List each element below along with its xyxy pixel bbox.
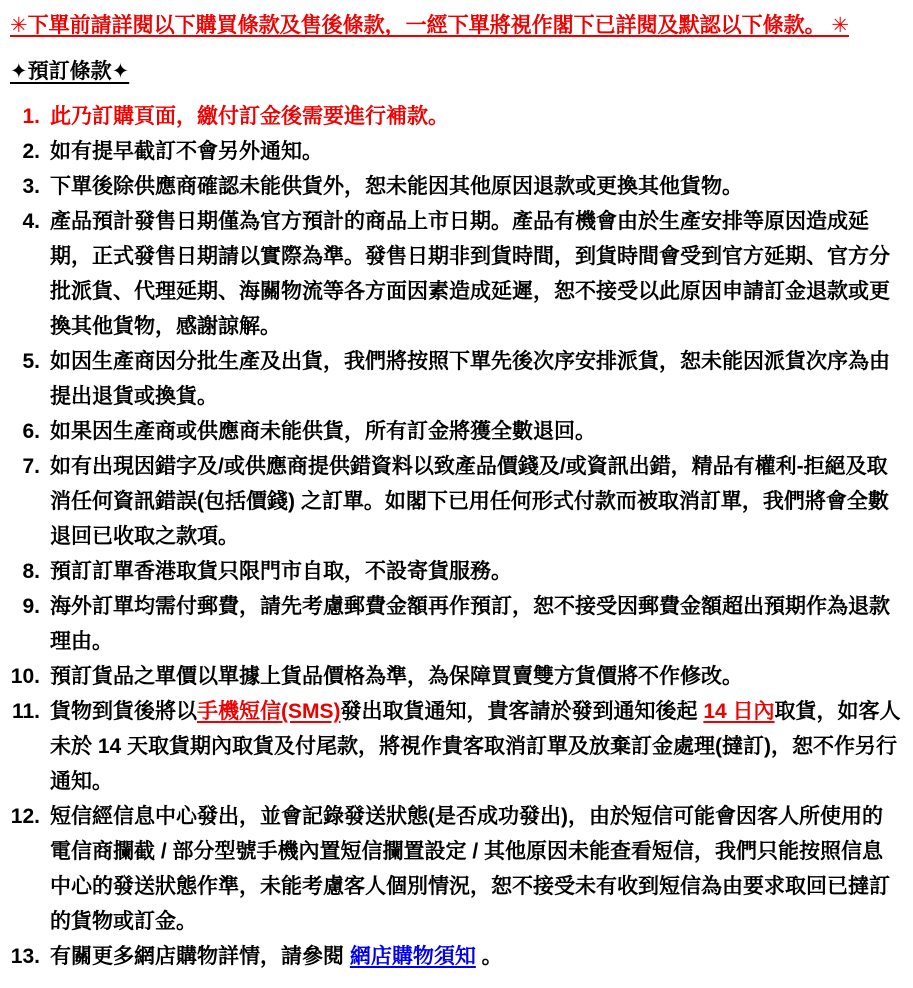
term-item-text <box>50 799 901 939</box>
term-item-number: 8. <box>22 560 40 583</box>
term-text-segment: 預訂貨品之單價以單據上貨品價格為準，為保障買賣雙方貨價將不作修改。 <box>50 665 743 688</box>
term-item <box>10 589 901 659</box>
term-item <box>10 204 901 344</box>
term-text-segment: 貨物到貨後將以 <box>50 700 197 723</box>
term-text-segment: 此乃訂購頁面，繳付訂金後需要進行補款。 <box>50 105 449 128</box>
term-item-text <box>50 344 901 414</box>
term-item-number: 11. <box>11 700 40 723</box>
term-item <box>10 344 901 414</box>
term-item <box>10 169 901 204</box>
term-text-segment: 預訂訂單香港取貨只限門市自取，不設寄貨服務。 <box>50 560 512 583</box>
term-item <box>10 939 901 974</box>
term-text-segment: 如有提早截訂不會另外通知。 <box>50 140 323 163</box>
term-item <box>10 799 901 939</box>
term-text-segment: 下單後除供應商確認未能供貨外，恕未能因其他原因退款或更換其他貨物。 <box>50 175 743 198</box>
term-item <box>10 99 901 134</box>
term-text-segment: 如有出現因錯字及/或供應商提供錯資料以致產品價錢及/或資訊出錯，精品有權利-拒絕及取消任何資訊錯誤(包括價錢) 之訂單。如閣下已用任何形式付款而被取消訂單，我們將會全數退回已收取之款項。 <box>50 455 889 548</box>
term-text-segment: 14 日內 <box>703 700 775 723</box>
term-text-segment: 取貨，如客人未於 14 天取貨期內取貨及付尾款，將視作貴客取消訂單及放棄訂金處理(撻訂)，恕不作另行通知。 <box>50 700 901 793</box>
term-item <box>10 414 901 449</box>
term-text-segment: 手機短信(SMS) <box>197 700 341 723</box>
term-item-text <box>50 414 901 449</box>
term-text-segment: 短信經信息中心發出，並會記錄發送狀態(是否成功發出)，由於短信可能會因客人所使用的電信商攔截 / 部分型號手機內置短信攔置設定 / 其他原因未能查看短信，我們只能按照信息中心的發送狀態作準，未能考慮客人個別情況，恕不接受未有收到短信為由要求取回已撻訂的貨物或訂金。 <box>50 805 890 933</box>
store-shopping-notice-link[interactable]: 網店購物須知 <box>349 945 476 968</box>
term-text-segment: 產品預計發售日期僅為官方預計的商品上市日期。產品有機會由於生產安排等原因造成延期，正式發售日期請以實際為準。發售日期非到貨時間，到貨時間會受到官方延期、官方分批派貨、代理延期、海關物流等各方面因素造成延遲，恕不接受以此原因申請訂金退款或更換其他貨物，感謝諒解。 <box>50 210 890 338</box>
term-item-text <box>50 554 901 589</box>
term-item-text <box>50 694 901 799</box>
term-item-number: 13. <box>10 945 40 968</box>
term-item-number: 2. <box>22 140 40 163</box>
term-item-number: 3. <box>22 175 40 198</box>
term-item-number: 1. <box>22 105 40 128</box>
term-text-segment: 發出取貨通知，貴客請於發到通知後起 <box>340 700 704 723</box>
terms-list <box>10 99 901 974</box>
term-item-text <box>50 939 901 974</box>
term-item-number: 7. <box>22 455 40 478</box>
term-item-text <box>50 449 901 554</box>
term-item-text <box>50 589 901 659</box>
term-text-segment: 如因生產商因分批生產及出貨，我們將按照下單先後次序安排派貨，恕未能因派貨次序為由提出退貨或換貨。 <box>50 350 890 408</box>
term-item <box>10 554 901 589</box>
terms-header-text: ✳下單前請詳閱以下購買條款及售後條款，一經下單將視作閣下已詳閱及默認以下條款。 ✳ <box>10 14 850 37</box>
section-title-preorder-terms <box>10 54 901 89</box>
term-text-segment: 如果因生產商或供應商未能供貨，所有訂金將獲全數退回。 <box>50 420 596 443</box>
term-item-text <box>50 99 901 134</box>
term-item <box>10 134 901 169</box>
term-item <box>10 659 901 694</box>
term-item-number: 5. <box>22 350 40 373</box>
term-item <box>10 449 901 554</box>
term-item-text <box>50 204 901 344</box>
term-item-number: 6. <box>22 420 40 443</box>
term-text-segment: 。 <box>475 945 503 968</box>
term-item-text <box>50 169 901 204</box>
term-item-number: 10. <box>10 665 40 688</box>
section-title-text: ✦預訂條款✦ <box>10 60 130 83</box>
term-item <box>10 694 901 799</box>
term-text-segment: 海外訂單均需付郵費，請先考慮郵費金額再作預訂，恕不接受因郵費金額超出預期作為退款理由。 <box>50 595 890 653</box>
term-item-number: 4. <box>22 210 40 233</box>
terms-header <box>10 8 901 43</box>
term-text-segment: 有關更多網店購物詳情，請參閱 <box>50 945 350 968</box>
term-item-number: 9. <box>22 595 40 618</box>
term-item-text <box>50 659 901 694</box>
term-item-number: 12. <box>10 805 40 828</box>
term-item-text <box>50 134 901 169</box>
